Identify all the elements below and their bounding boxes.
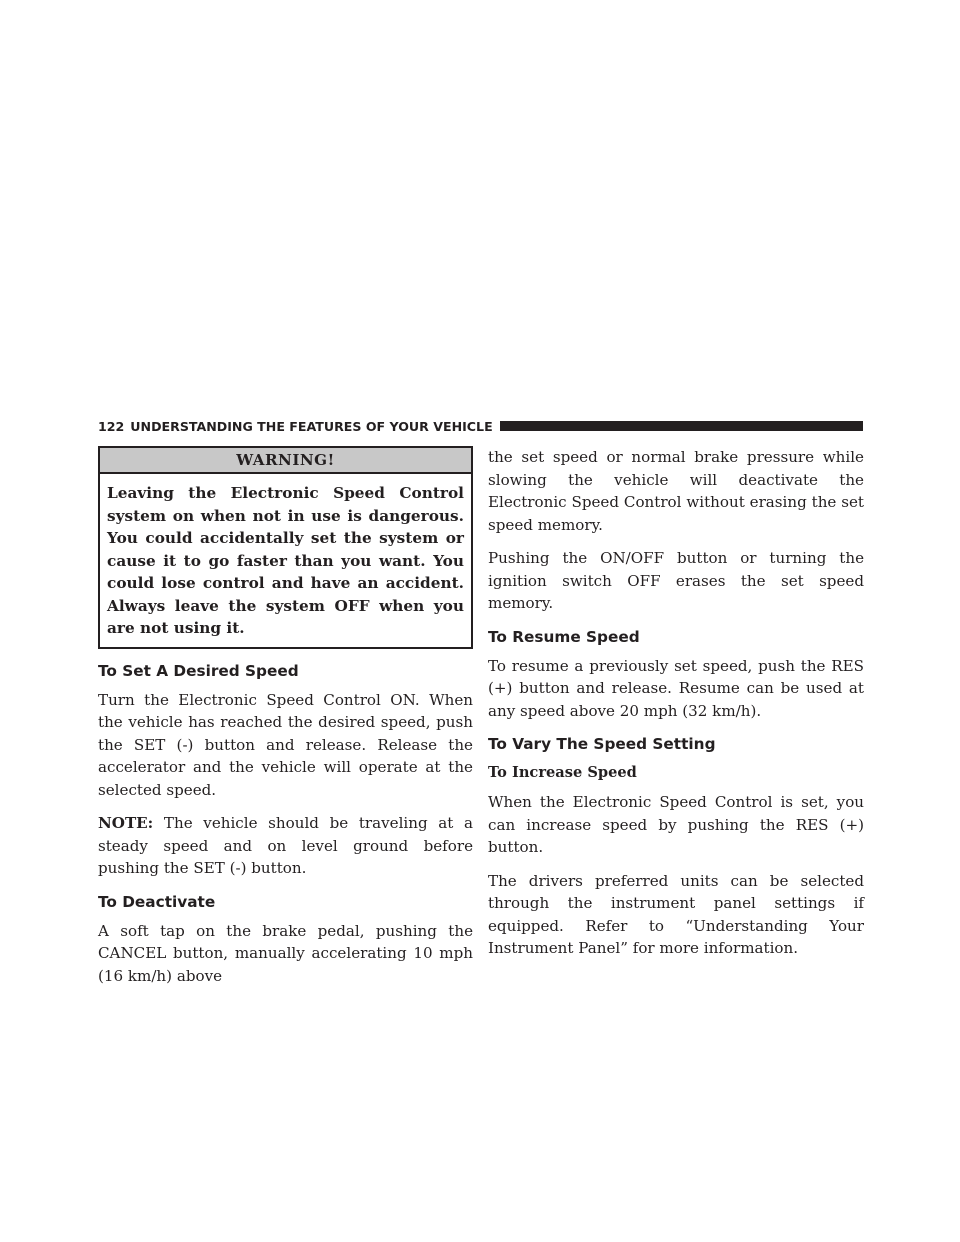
page-header bbox=[98, 418, 863, 434]
units-paragraph: The drivers preferred units can be selected through the instrument panel settings if equipped. Refer to “Understanding Your Instrument Panel” for more information. bbox=[488, 871, 864, 957]
subheading-increase-speed: To Increase Speed bbox=[488, 764, 637, 781]
deactivate-paragraph-continued: the set speed or normal brake pressure while slowing the vehicle will deactivate the Electronic Speed Control without erasing the set speed memory. bbox=[488, 448, 864, 534]
note-label: NOTE: bbox=[98, 814, 154, 832]
heading-set-speed: To Set A Desired Speed bbox=[98, 661, 299, 680]
warning-text: Leaving the Electronic Speed Control system on when not in use is dangerous. You could accidentally set the system or cause it to go faster than you want. You could lose control and have an accident. Always leave the system OFF when you are not using it. bbox=[107, 484, 464, 637]
set-speed-paragraph: Turn the Electronic Speed Control ON. When the vehicle has reached the desired speed, push the SET (-) button and release. Release the accelerator and the vehicle will operate at the selected speed. bbox=[98, 690, 473, 799]
left-column bbox=[98, 446, 473, 998]
section-title: UNDERSTANDING THE FEATURES OF YOUR VEHICLE bbox=[130, 418, 493, 434]
heading-deactivate: To Deactivate bbox=[98, 892, 216, 911]
warning-title: WARNING! bbox=[100, 448, 471, 474]
note-paragraph bbox=[98, 812, 473, 880]
deactivate-paragraph-2: Pushing the ON/OFF button or turning the ignition switch OFF erases the set speed memory. bbox=[488, 549, 864, 612]
heading-resume-speed: To Resume Speed bbox=[488, 627, 640, 646]
header-rule bbox=[500, 421, 863, 431]
heading-vary-speed: To Vary The Speed Setting bbox=[488, 735, 716, 753]
warning-box bbox=[98, 446, 473, 649]
increase-speed-paragraph: When the Electronic Speed Control is set, you can increase speed by pushing the RES (+) button. bbox=[488, 793, 864, 856]
deactivate-paragraph-start: A soft tap on the brake pedal, pushing the CANCEL button, manually accelerating 10 mph (16 km/h) above bbox=[98, 921, 473, 985]
right-column bbox=[488, 446, 864, 971]
note-text: The vehicle should be traveling at a steady speed and on level ground before pushing the SET (-) button. bbox=[98, 814, 473, 877]
resume-paragraph: To resume a previously set speed, push the RES (+) button and release. Resume can be used at any speed above 20 mph (32 km/h). bbox=[488, 656, 864, 720]
page-number: 122 bbox=[98, 418, 125, 434]
